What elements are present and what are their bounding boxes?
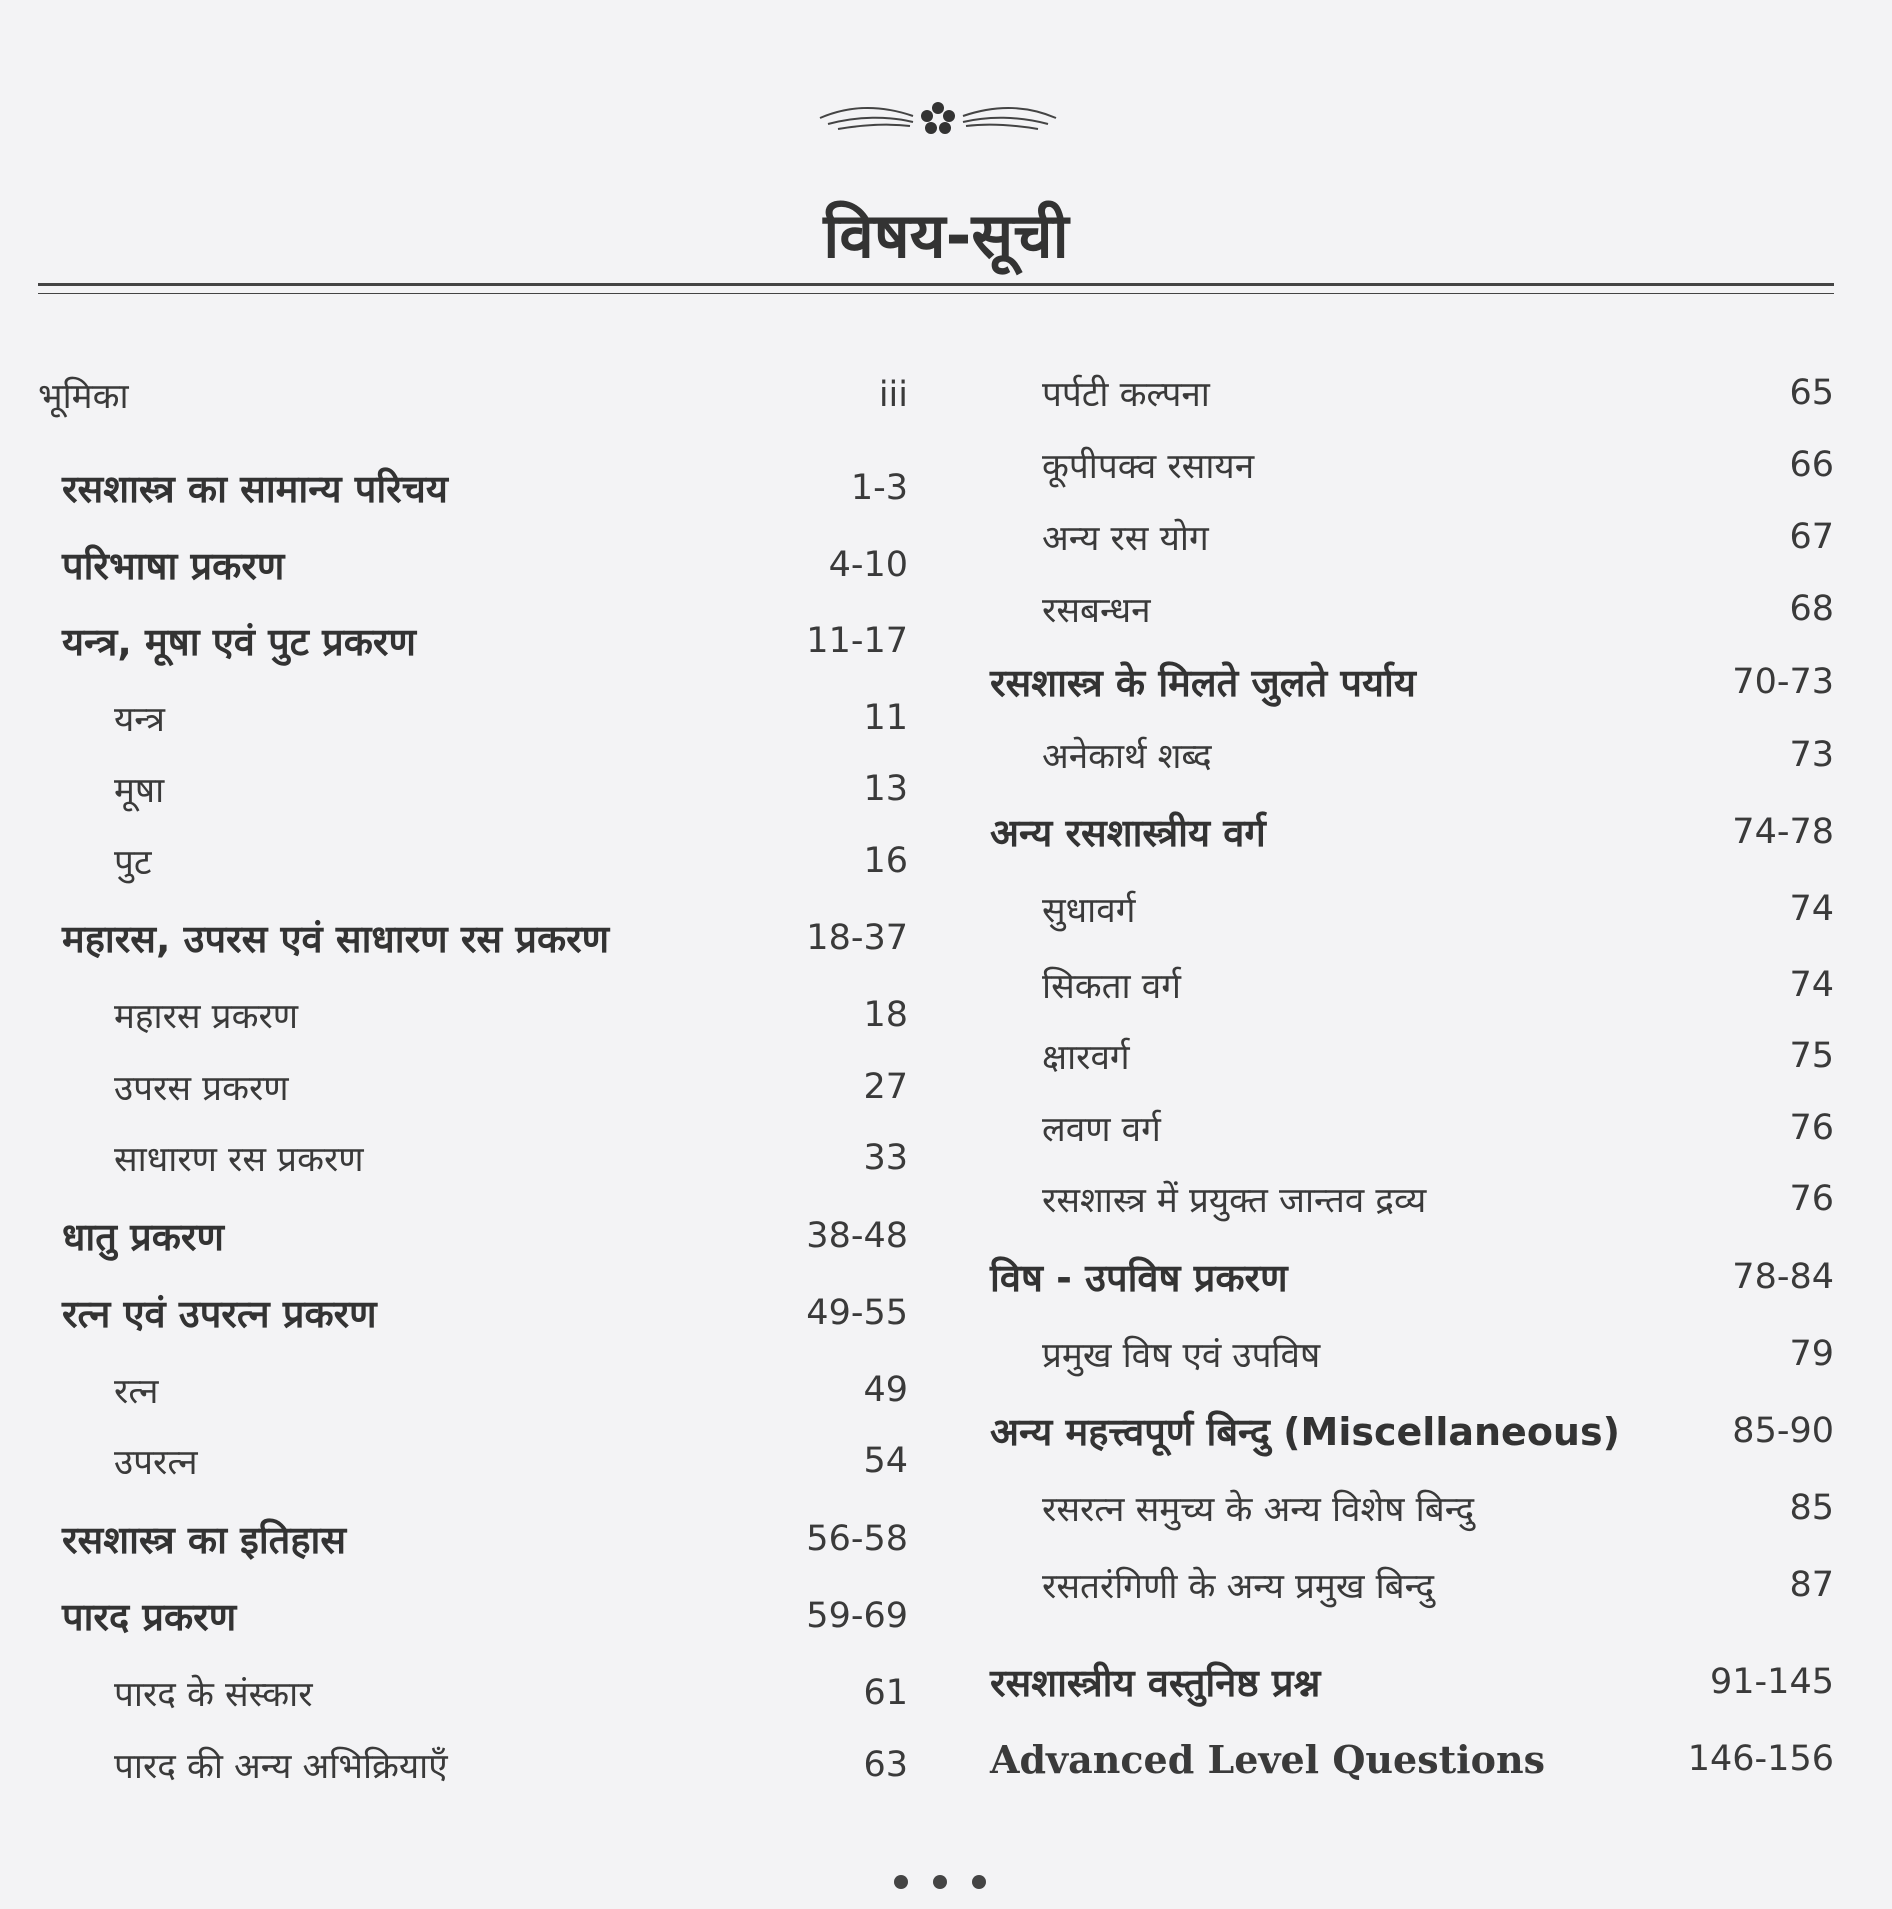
toc-entry [990, 507, 1834, 567]
toc-entry [38, 535, 908, 595]
toc-entry [990, 955, 1834, 1015]
toc-entry-title: महारस, उपरस एवं साधारण रस प्रकरण [62, 917, 610, 961]
toc-entry-page: 70-73 [1732, 662, 1834, 702]
toc-entry-page: 73 [1789, 735, 1834, 775]
toc-entry-title: Advanced Level Questions [990, 1736, 1545, 1782]
toc-entry-page: 85-90 [1732, 1411, 1834, 1451]
toc-entry-page: 1-3 [850, 468, 908, 508]
toc-entry-page: iii [878, 375, 908, 415]
toc-entry-page: 33 [863, 1138, 908, 1178]
toc-entry-title: रसशास्त्र में प्रयुक्त जान्तव द्रव्य [1042, 1180, 1427, 1221]
toc-entry-title: अन्य रस योग [1042, 518, 1209, 559]
ornament-icon [818, 96, 1058, 140]
toc-entry-page: 79 [1789, 1334, 1834, 1374]
toc-entry-page: 18-37 [806, 918, 908, 958]
toc-entry-page: 54 [863, 1441, 908, 1481]
toc-entry-page: 75 [1789, 1036, 1834, 1076]
toc-entry-page: 13 [863, 769, 908, 809]
toc-entry [38, 759, 908, 819]
toc-entry-title: मूषा [114, 770, 165, 811]
toc-entry [990, 1555, 1834, 1615]
toc-entry-page: 4-10 [828, 545, 908, 585]
toc-entry [38, 611, 908, 671]
toc-entry [990, 1098, 1834, 1158]
toc-entry-title: क्षारवर्ग [1042, 1037, 1130, 1078]
toc-entry-title: लवण वर्ग [1042, 1109, 1161, 1150]
toc-entry [990, 879, 1834, 939]
toc-entry [990, 1401, 1834, 1461]
toc-entry-title: यन्त्र [114, 699, 165, 740]
toc-entry [990, 652, 1834, 712]
toc-entry-title: रसतरंगिणी के अन्य प्रमुख बिन्दु [1042, 1566, 1435, 1607]
toc-entry-page: 49 [863, 1370, 908, 1410]
toc-entry [38, 1735, 908, 1795]
toc-entry-title: रसशास्त्र का इतिहास [62, 1518, 347, 1562]
toc-entry-title: सिकता वर्ग [1042, 966, 1181, 1007]
toc-entry [38, 985, 908, 1045]
toc-entry-page: 68 [1789, 589, 1834, 629]
title-rule-thick [38, 283, 1834, 286]
toc-entry [990, 1026, 1834, 1086]
toc-entry-page: 66 [1789, 445, 1834, 485]
toc-entry-title: अन्य महत्त्वपूर्ण बिन्दु (Miscellaneous) [990, 1410, 1620, 1454]
toc-entry [38, 908, 908, 968]
toc-entry-page: 74 [1789, 889, 1834, 929]
toc-entry [38, 1431, 908, 1491]
page-title: विषय-सूची [823, 199, 1069, 272]
toc-entry [38, 1663, 908, 1723]
toc-entry-page: 74-78 [1732, 812, 1834, 852]
toc-entry [38, 1586, 908, 1646]
toc-entry-page: 61 [863, 1673, 908, 1713]
toc-entry [990, 1652, 1834, 1712]
toc-entry-title: पुट [114, 842, 152, 883]
toc-entry-page: 11-17 [806, 621, 908, 661]
toc-entry-title: उपरत्न [114, 1442, 198, 1483]
toc-entry [38, 688, 908, 748]
toc-entry [38, 1360, 908, 1420]
toc-entry [990, 725, 1834, 785]
toc-entry-title: रसबन्धन [1042, 590, 1151, 631]
toc-entry-page: 87 [1789, 1565, 1834, 1605]
toc-entry [990, 435, 1834, 495]
toc-entry [990, 1247, 1834, 1307]
toc-entry [990, 1169, 1834, 1229]
toc-entry-page: 16 [863, 841, 908, 881]
toc-entry-title: रसशास्त्रीय वस्तुनिष्ठ प्रश्न [990, 1661, 1321, 1705]
toc-entry-page: 38-48 [806, 1216, 908, 1256]
toc-entry [990, 1324, 1834, 1384]
toc-entry [990, 579, 1834, 639]
toc-entry-title: पारद की अन्य अभिक्रियाएँ [114, 1746, 448, 1787]
toc-entry-page: 85 [1789, 1488, 1834, 1528]
toc-entry-title: रसशास्त्र का सामान्य परिचय [62, 467, 448, 511]
toc-entry [38, 1057, 908, 1117]
toc-entry-page: 59-69 [806, 1596, 908, 1636]
toc-entry-title: रसशास्त्र के मिलते जुलते पर्याय [990, 661, 1416, 705]
toc-entry-title: उपरस प्रकरण [114, 1068, 289, 1109]
ellipsis-dots-icon [890, 1872, 1010, 1892]
toc-entry [38, 365, 908, 425]
toc-entry-title: पारद प्रकरण [62, 1595, 237, 1639]
toc-entry-title: प्रमुख विष एवं उपविष [1042, 1335, 1321, 1376]
toc-entry-page: 65 [1789, 373, 1834, 413]
toc-entry-page: 76 [1789, 1108, 1834, 1148]
toc-entry [990, 802, 1834, 862]
toc-entry-title: धातु प्रकरण [62, 1215, 224, 1259]
toc-entry [990, 1729, 1834, 1789]
toc-entry-title: सुधावर्ग [1042, 890, 1136, 931]
toc-entry-title: रसरत्न समुच्य के अन्य विशेष बिन्दु [1042, 1489, 1475, 1530]
toc-entry-page: 78-84 [1732, 1257, 1834, 1297]
toc-entry-title: यन्त्र, मूषा एवं पुट प्रकरण [62, 620, 416, 664]
toc-entry-title: भूमिका [38, 376, 129, 417]
toc-entry [38, 1283, 908, 1343]
toc-entry-page: 49-55 [806, 1293, 908, 1333]
toc-entry-title: कूपीपक्व रसायन [1042, 446, 1255, 487]
toc-entry [38, 1509, 908, 1569]
toc-entry-title: अन्य रसशास्त्रीय वर्ग [990, 811, 1266, 855]
toc-entry-page: 27 [863, 1067, 908, 1107]
toc-entry-title: साधारण रस प्रकरण [114, 1139, 364, 1180]
toc-entry-title: अनेकार्थ शब्द [1042, 736, 1212, 777]
toc-entry-page: 67 [1789, 517, 1834, 557]
toc-entry-title: पारद के संस्कार [114, 1674, 313, 1715]
toc-entry [38, 458, 908, 518]
toc-entry-title: महारस प्रकरण [114, 996, 299, 1037]
toc-entry-page: 146-156 [1687, 1739, 1834, 1779]
toc-entry [38, 831, 908, 891]
toc-entry [990, 1478, 1834, 1538]
toc-entry-title: पर्पटी कल्पना [1042, 374, 1210, 415]
toc-entry-title: रत्न [114, 1371, 159, 1412]
toc-entry [38, 1206, 908, 1266]
toc-entry-title: परिभाषा प्रकरण [62, 544, 285, 588]
toc-entry-title: रत्न एवं उपरत्न प्रकरण [62, 1292, 377, 1336]
toc-entry-page: 18 [863, 995, 908, 1035]
toc-entry-page: 76 [1789, 1179, 1834, 1219]
toc-entry-page: 74 [1789, 965, 1834, 1005]
toc-entry-title: विष - उपविष प्रकरण [990, 1256, 1288, 1300]
toc-entry-page: 56-58 [806, 1519, 908, 1559]
toc-entry [990, 363, 1834, 423]
toc-entry-page: 11 [863, 698, 908, 738]
toc-entry-page: 63 [863, 1745, 908, 1785]
toc-entry-page: 91-145 [1710, 1662, 1834, 1702]
toc-entry [38, 1128, 908, 1188]
title-rule-thin [38, 293, 1834, 294]
